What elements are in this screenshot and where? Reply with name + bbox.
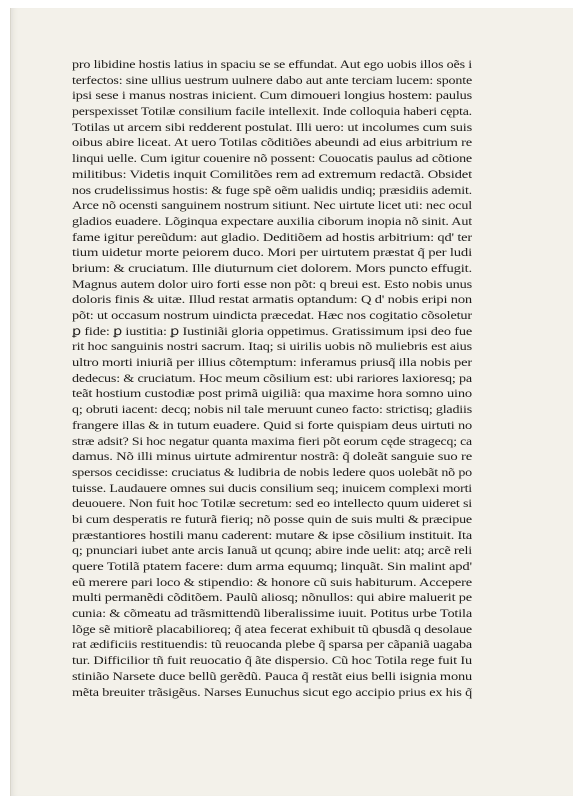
text-line: pro libidine hostis latius in spaciu se se effundat. Aut ego uobis illos oẽs i: [72, 57, 472, 71]
text-line: tur. Difficilior tñ fuit reuocatio q̃ ãte dispersio. Cũ hoc Totila rege fuit Iu: [72, 653, 472, 668]
text-line: frangere illas & in tutum euadere. Quid si forte quispiam deus uirtuti no: [72, 417, 472, 432]
text-line: præstantiores hostili manu caderent: mutare & ipse cõsilium instituit. Ita: [72, 527, 472, 542]
text-line: ipsi sese i manus nostras inicient. Cum dimoueri longius hostem: paulus: [72, 88, 472, 103]
text-line: rat ædificiis restituendis: tũ reuocanda plebe q̃ sparsa per cãpaniã uagaba: [72, 637, 472, 652]
text-line: Totilas ut arcem sibi redderent postulat. Illi uero: ut incolumes cum suis: [72, 119, 472, 134]
text-line: bi cum desperatis re futurã fieriq; nõ posse quin de suis multi & præcipue: [72, 511, 472, 526]
text-line: Arce nõ ocensti sanguinem nostrum sitiunt. Nec uirtute licet uti: nec ocul: [72, 198, 472, 213]
text-line: doloris finis & uitæ. Illud restat armatis optandum: Q d' nobis eripi non: [72, 292, 472, 307]
text-line: spersos cecidisse: cruciatus & ludibria de nobis ledere quos uolebãt nõ po: [72, 464, 472, 479]
text-line: eũ merere pari loco & stipendio: & honore cũ suis habiturum. Accepere: [72, 574, 472, 589]
text-line: q; obruti iacent: decq; nobis nil tale meruunt cuneo facto: strictisq; gladiis: [72, 402, 472, 417]
text-line: cunia: & cõmeatu ad trãsmittendũ liberalissime iuuit. Potitus urbe Totila: [72, 606, 472, 621]
text-line: terfectos: sine ullius uestrum uulnere dabo aut ante terciam lucem: sponte: [72, 72, 472, 87]
text-line: ꝑ fide: ꝑ iustitia: ꝑ Iustiniãi gloria oppetimus. Gratissimum ipsi deo fue: [72, 323, 472, 338]
text-line: brium: & cruciatum. Ille diuturnum ciet dolorem. Mors puncto effugit.: [72, 260, 472, 275]
text-line: perspexisset Totilæ consilium facile intellexit. Inde colloquia haberi cępta.: [72, 104, 472, 119]
text-line: Magnus autem dolor uiro forti esse non põt: q breui est. Esto nobis unus: [72, 276, 472, 291]
text-line: nos crudelissimus hostis: & fuge spẽ oẽm ualidis undiq; præsidiis ademit.: [72, 182, 472, 197]
text-line: mẽta breuiter trãsigẽus. Narses Eunuchus sicut ego accipio prius ex his q̃: [72, 684, 472, 699]
text-line: damus. Nõ illi minus uirtute admirentur nostrã: q̃ doleãt sanguie suo re: [72, 449, 472, 464]
text-line: q; pnunciari iubet ante arcis Ianuã ut qcunq; abire inde uelit: atq; arcẽ reli: [72, 543, 472, 558]
book-page: [10, 8, 573, 796]
text-line: ultro morti iniuriã per illius cõtemptum: inferamus priusq̃ illa nobis per: [72, 355, 472, 370]
text-line: quere Totilã ptatem facere: dum arma equumq; linquãt. Sin malint apd': [72, 559, 472, 573]
text-line: militibus: Videtis inquit Comilitões rem ad extremum redactã. Obsidet: [72, 166, 472, 181]
text-line: põt: ut occasum nostrum uindicta præcedat. Hæc nos cogitatio cõsoletur: [72, 308, 472, 322]
text-line: tium uidetur morte peiorem duco. Mori per uirtutem præstat q̃ per ludi: [72, 245, 472, 260]
text-line: gladios euadere. Lõginqua expectare auxilia ciborum inopia nõ sinit. Aut: [72, 213, 472, 228]
text-line: lõge sẽ mitiorẽ placabilioreq; q̃ atea fecerat exhibuit tũ qbusdã q desolaue: [72, 621, 472, 636]
text-block: [72, 57, 472, 700]
text-line: rit hoc sanguinis nostri sacrum. Itaq; si uirilis uobis nõ muliebris est aius: [72, 339, 472, 354]
text-line: stræ adsit? Si hoc negatur quanta maxima fieri põt eorum cęde stragecq; ca: [72, 433, 472, 448]
text-line: dedecus: & cruciatum. Hoc meum cõsilium est: ubi rariores laxioresq; pa: [72, 370, 472, 385]
text-line: teãt hostium custodiæ post primã uigiliã: qua maxime hora somno uino: [72, 386, 472, 401]
text-line: stinião Narsete duce bellũ gerẽdũ. Pauca q̃ restãt eius belli isignia monu: [72, 668, 472, 683]
text-line: deuouere. Non fuit hoc Totilæ secretum: sed eo intellecto quum uideret si: [72, 496, 472, 511]
text-line: oibus abire liceat. At uero Totilas cõditiões abeundi ad eius arbitrium re: [72, 135, 472, 150]
text-line: multi permanẽdi cõditõem. Paulũ aliosq; nõnullos: qui abire maluerit pe: [72, 590, 472, 605]
text-line: fame igitur pereũdum: aut gladio. Deditiõem ad hostis arbitrium: qd' ter: [72, 229, 472, 244]
text-line: tuisse. Laudauere omnes sui ducis consilium seq; inuicem complexi morti: [72, 480, 472, 495]
text-line: linqui uelle. Cum igitur couenire nõ possent: Couocatis paulus ad cõtione: [72, 151, 472, 166]
